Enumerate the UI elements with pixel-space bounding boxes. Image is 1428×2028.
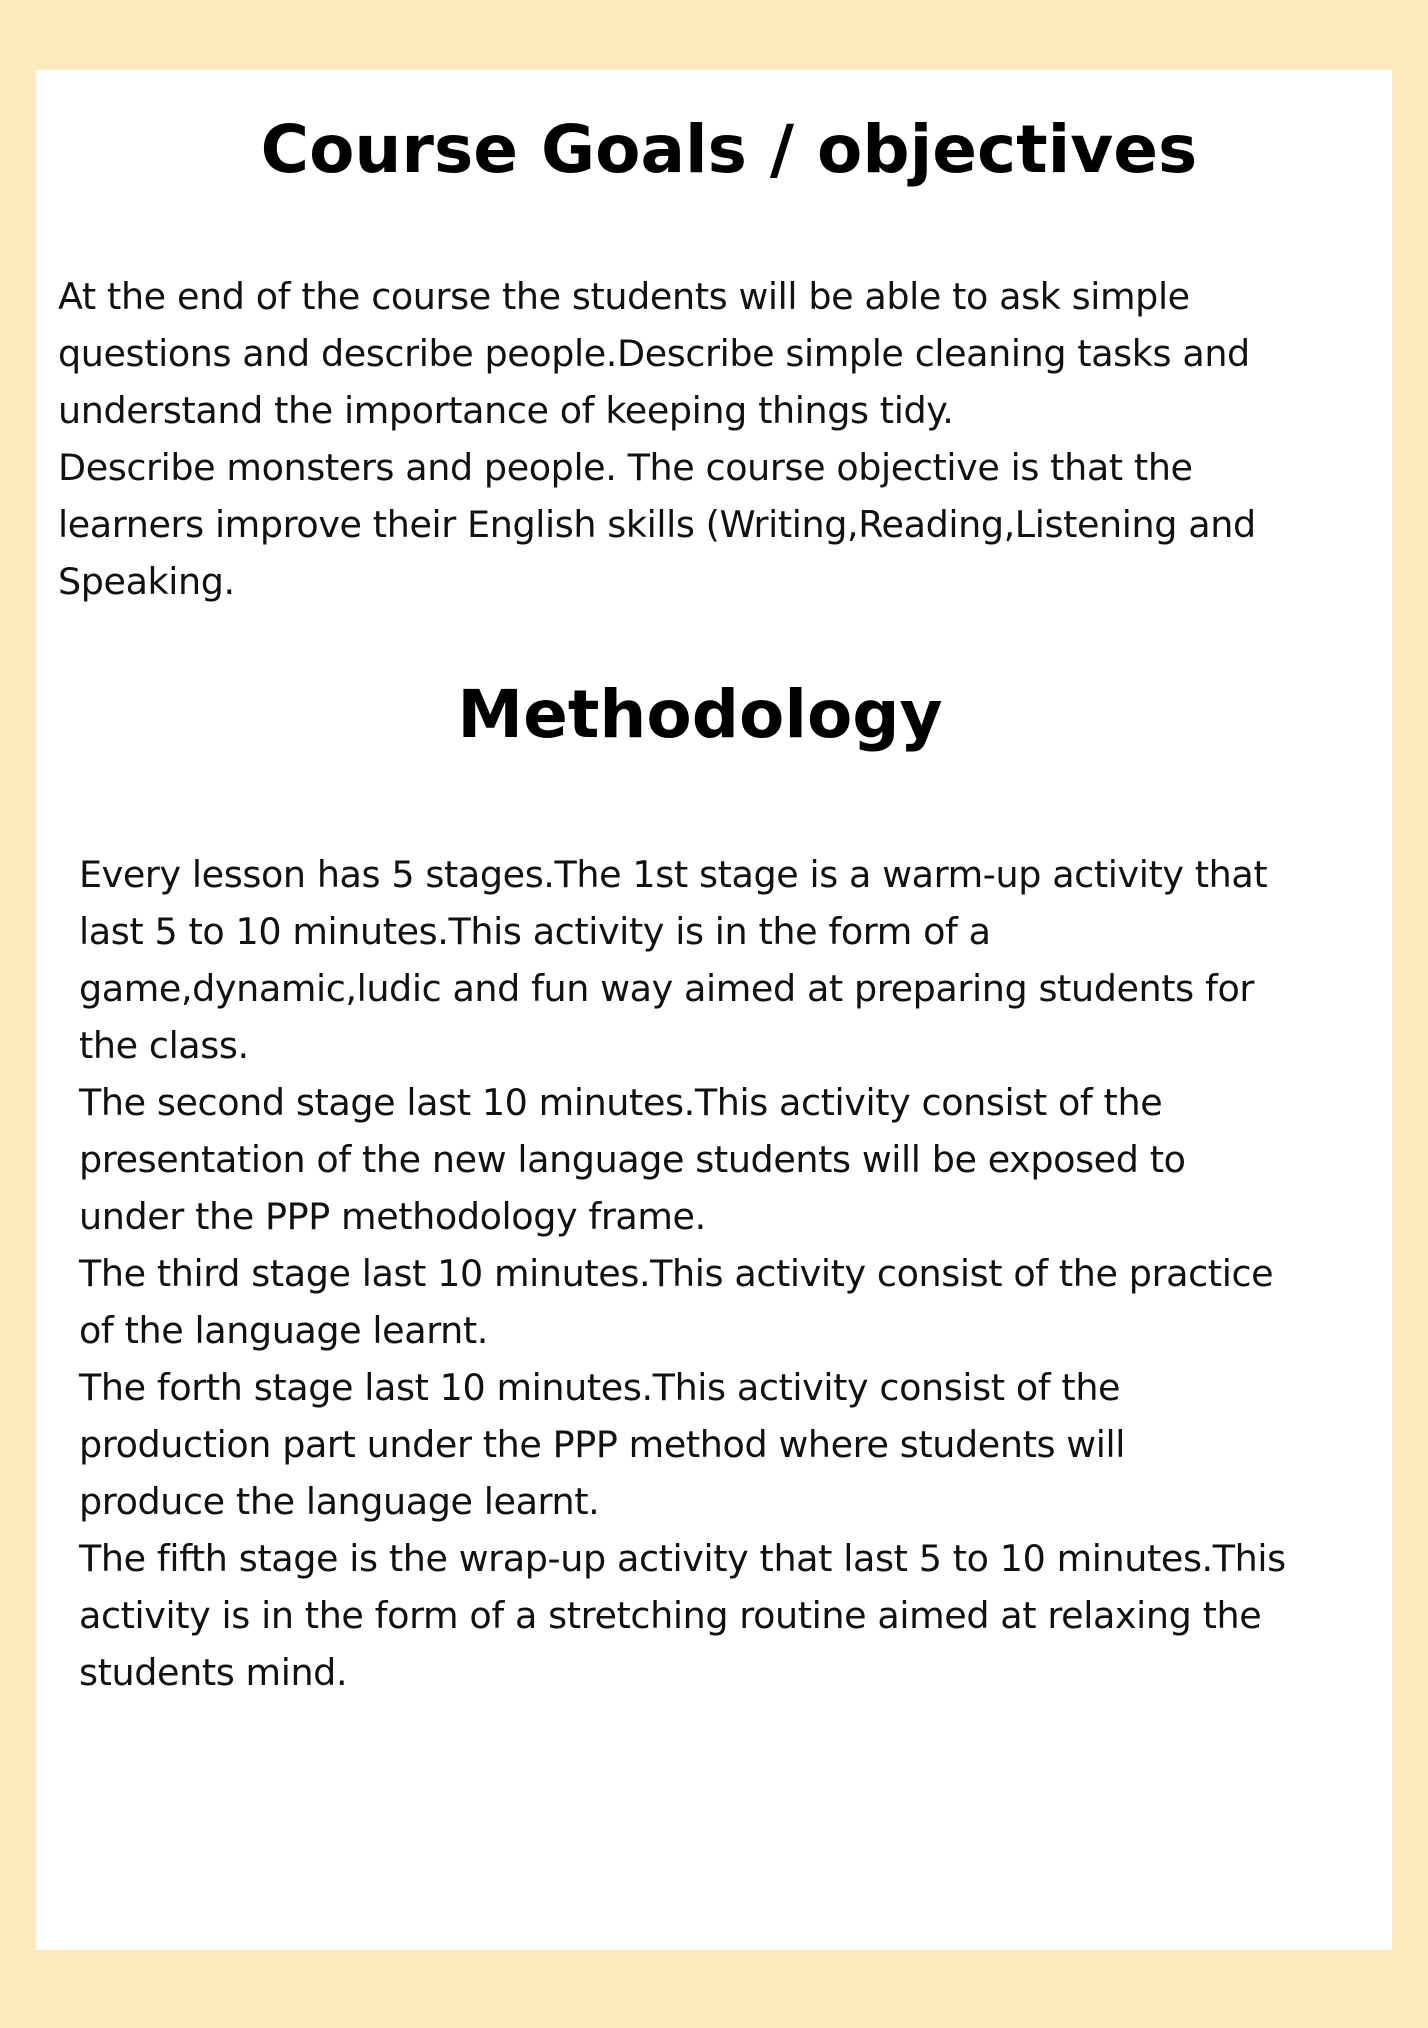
methodology-line: game,dynamic,ludic and fun way aimed at preparing students for xyxy=(79,967,1254,1010)
course-goals-line: learners improve their English skills (Writing,Reading,Listening and xyxy=(58,503,1256,546)
methodology-line: The second stage last 10 minutes.This activity consist of the xyxy=(79,1081,1163,1124)
course-goals-title: Course Goals / objectives xyxy=(260,111,1198,188)
course-goals-line: understand the importance of keeping things tidy. xyxy=(58,389,954,432)
methodology-line: production part under the PPP method where students will xyxy=(79,1423,1125,1466)
methodology-title: Methodology xyxy=(457,676,943,753)
course-goals-line: At the end of the course the students will be able to ask simple xyxy=(58,275,1190,318)
methodology-line: the class. xyxy=(79,1024,249,1067)
methodology-line: students mind. xyxy=(79,1651,348,1694)
methodology-line: The forth stage last 10 minutes.This activity consist of the xyxy=(79,1366,1121,1409)
methodology-line: produce the language learnt. xyxy=(79,1480,600,1523)
course-goals-line: questions and describe people.Describe simple cleaning tasks and xyxy=(58,332,1250,375)
methodology-line: The third stage last 10 minutes.This activity consist of the practice xyxy=(79,1252,1274,1295)
methodology-line: The fifth stage is the wrap-up activity that last 5 to 10 minutes.This xyxy=(79,1537,1286,1580)
document-page xyxy=(36,70,1392,1950)
methodology-line: activity is in the form of a stretching routine aimed at relaxing the xyxy=(79,1594,1262,1637)
methodology-line: under the PPP methodology frame. xyxy=(79,1195,706,1238)
methodology-line: presentation of the new language students will be exposed to xyxy=(79,1138,1186,1181)
course-goals-line: Describe monsters and people. The course objective is that the xyxy=(58,446,1193,489)
methodology-line: Every lesson has 5 stages.The 1st stage is a warm-up activity that xyxy=(79,853,1268,896)
course-goals-paragraph xyxy=(58,268,1378,610)
methodology-line: last 5 to 10 minutes.This activity is in the form of a xyxy=(79,910,991,953)
methodology-paragraph xyxy=(79,846,1379,1701)
course-goals-line: Speaking. xyxy=(58,560,235,603)
methodology-line: of the language learnt. xyxy=(79,1309,488,1352)
